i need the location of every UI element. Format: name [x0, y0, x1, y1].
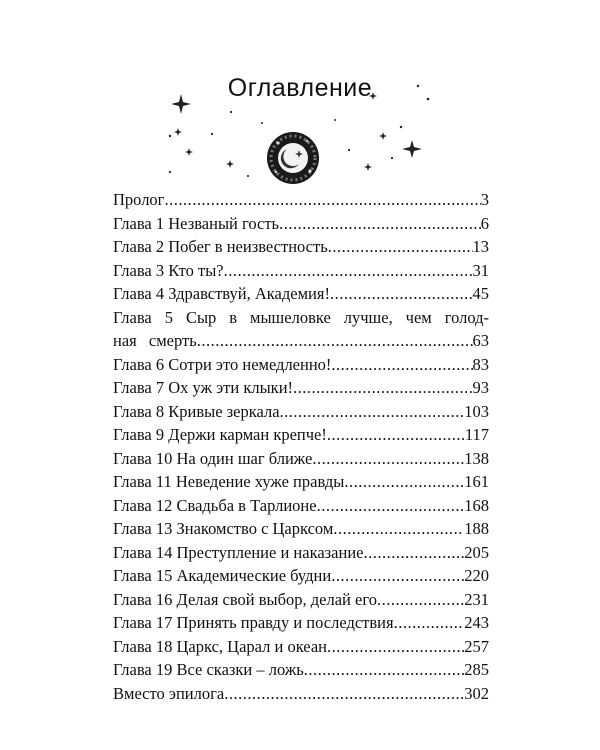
page-title: Оглавление: [227, 74, 373, 102]
toc-entry-page: 13: [472, 237, 489, 256]
toc-entry-label: Глава 3 Кто ты?: [113, 260, 224, 280]
toc-entry: [113, 423, 489, 447]
toc-entry-label: Глава 6 Сотри это немедленно!: [113, 354, 332, 374]
leader-dots: [312, 447, 464, 471]
toc-entry-label: Глава 5 Сыр в мышеловке лучше, чем голод-: [113, 307, 489, 327]
leader-dots: [164, 188, 480, 212]
leader-dots: [377, 588, 464, 612]
toc-entry-label: Глава 4 Здравствуй, Академия!: [113, 284, 330, 303]
toc-entry-label: Глава 19 Все сказки – ложь: [113, 660, 304, 679]
toc-entry: [113, 212, 489, 236]
toc-entry: [113, 188, 489, 212]
toc-entry-label: Вместо эпилога: [113, 683, 225, 703]
toc-entry-label: Глава 2 Побег в неизвестность: [113, 237, 328, 256]
toc-entry-wrapped-line: [113, 306, 489, 330]
toc-entry: [113, 447, 489, 471]
toc-entry-label: Глава 18 Царкс, Царал и океан: [113, 636, 327, 656]
toc-entry-label: ная смерть: [113, 331, 197, 350]
sparkle-icon: [226, 160, 234, 168]
sparkle-icon: [402, 140, 422, 158]
toc-entry-page: 168: [464, 495, 489, 515]
sparkle-icon: [379, 132, 387, 140]
toc-entry: [113, 658, 489, 682]
toc-entry: [113, 400, 489, 424]
leader-dots: [224, 259, 473, 283]
toc-entry-label: Глава 15 Академические будни: [113, 566, 332, 585]
toc-entry-page: 63: [472, 331, 489, 350]
toc-entry-label: Глава 13 Знакомство с Царксом: [113, 519, 334, 538]
toc-entry: [113, 682, 489, 706]
leader-dots: [331, 353, 472, 377]
leader-dots: [330, 282, 473, 306]
toc-entry-page: 3: [480, 190, 489, 209]
leader-dots: [364, 541, 465, 565]
toc-entry-page: 117: [464, 425, 489, 444]
toc-entry-page: 6: [480, 213, 489, 233]
leader-dots: [224, 682, 464, 706]
leader-dots: [328, 235, 473, 259]
toc-entry-page: 161: [464, 472, 489, 491]
leader-dots: [197, 329, 473, 353]
toc-entry-page: 93: [472, 378, 489, 397]
toc-entry-label: Пролог: [113, 190, 165, 209]
table-of-contents: [113, 188, 489, 705]
moon-emblem-icon: [267, 132, 319, 184]
toc-entry-label: Глава 17 Принять правду и последствия: [113, 613, 394, 632]
leader-dots: [394, 611, 465, 635]
toc-entry-page: 285: [464, 660, 489, 679]
toc-entry-label: Глава 10 На один шаг ближе: [113, 448, 313, 468]
toc-entry: [113, 376, 489, 400]
leader-dots: [304, 658, 464, 682]
toc-entry: [113, 259, 489, 283]
toc-entry: [113, 635, 489, 659]
toc-entry-page: 220: [464, 566, 489, 585]
toc-entry-label: Глава 11 Неведение хуже правды: [113, 472, 345, 491]
toc-entry-page: 83: [472, 354, 489, 374]
toc-entry-page: 45: [472, 284, 489, 303]
leader-dots: [293, 376, 472, 400]
leader-dots: [317, 494, 465, 518]
toc-entry-page: 231: [464, 589, 489, 609]
toc-entry-page: 188: [464, 519, 489, 538]
toc-entry: [113, 588, 489, 612]
toc-entry-page: 103: [464, 401, 489, 421]
toc-entry-label: Глава 16 Делая свой выбор, делай его: [113, 589, 377, 609]
toc-entry: [113, 494, 489, 518]
leader-dots: [280, 400, 465, 424]
toc-entry-label: Глава 8 Кривые зеркала: [113, 401, 280, 421]
toc-entry-page: 257: [464, 636, 489, 656]
toc-entry-label: Глава 7 Ох уж эти клыки!: [113, 378, 294, 397]
leader-dots: [331, 564, 464, 588]
toc-entry: [113, 353, 489, 377]
toc-entry-label: Глава 9 Держи карман крепче!: [113, 425, 327, 444]
toc-entry: [113, 470, 489, 494]
toc-entry: [113, 329, 489, 353]
toc-entry-label: Глава 1 Незваный гость: [113, 213, 280, 233]
toc-entry: [113, 282, 489, 306]
toc-entry-page: 31: [472, 260, 489, 280]
toc-entry-page: 138: [464, 448, 489, 468]
sparkle-icon: [174, 128, 182, 136]
toc-entry: [113, 564, 489, 588]
leader-dots: [344, 470, 464, 494]
toc-entry-page: 302: [464, 683, 489, 703]
leader-dots: [333, 517, 464, 541]
toc-entry: [113, 611, 489, 635]
toc-entry: [113, 541, 489, 565]
toc-entry-label: Глава 14 Преступление и наказание: [113, 542, 364, 562]
leader-dots: [327, 423, 465, 447]
leader-dots: [327, 635, 464, 659]
toc-entry-label: Глава 12 Свадьба в Тарлионе: [113, 495, 317, 515]
toc-entry: [113, 517, 489, 541]
sparkle-icon: [364, 163, 372, 171]
toc-entry-page: 205: [464, 542, 489, 562]
leader-dots: [279, 212, 481, 236]
sparkle-icon: [185, 148, 193, 156]
toc-entry-page: 243: [464, 613, 489, 632]
toc-entry: [113, 235, 489, 259]
